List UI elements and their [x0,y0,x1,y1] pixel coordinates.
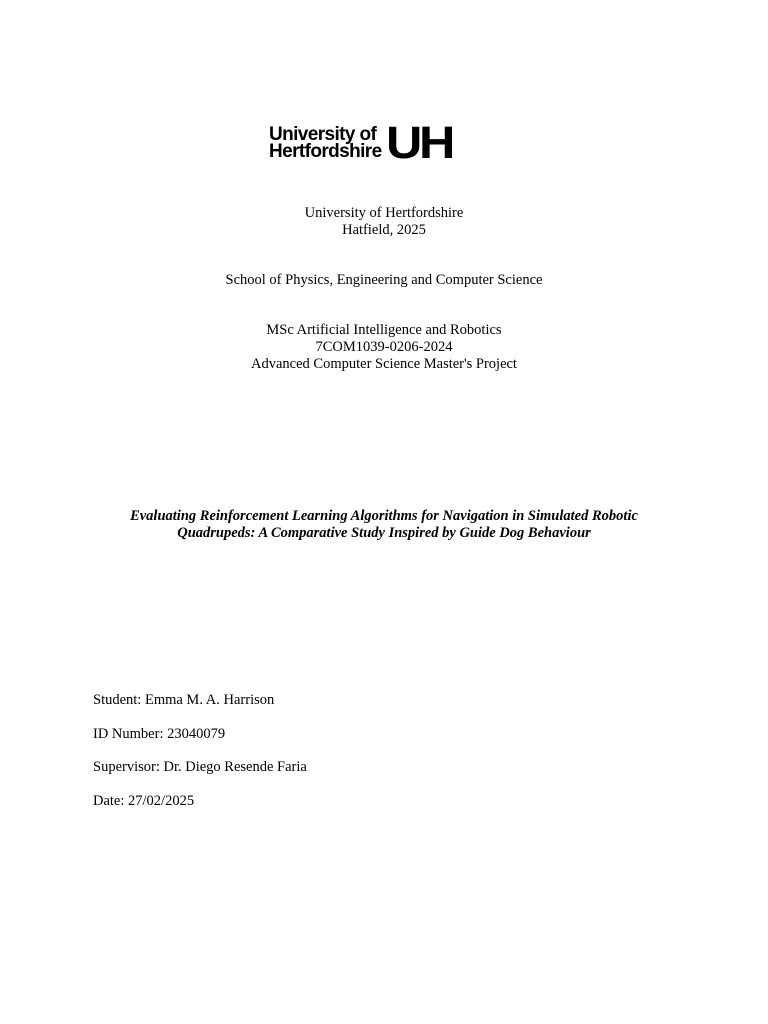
project-title-line-1: Evaluating Reinforcement Learning Algorithms for Navigation in Simulated Robotic [130,508,638,524]
institution-name: University of Hertfordshire [304,205,464,221]
project-title-line-2: Quadrupeds: A Comparative Study Inspired by Guide Dog Behaviour [177,525,591,541]
programme-name: MSc Artificial Intelligence and Robotics [266,322,502,338]
logo-line-2: Hertfordshire [269,141,382,162]
university-logo [269,117,452,168]
student-details [93,692,307,826]
logo-uh-mark: UH [385,117,452,168]
project-title [0,508,768,542]
school-block [0,272,768,289]
institution-block [0,205,768,239]
supervisor-name: Supervisor: Dr. Diego Resende Faria [93,759,307,775]
student-name: Student: Emma M. A. Harrison [93,692,275,708]
course-block [0,322,768,373]
submission-date: Date: 27/02/2025 [93,792,195,809]
module-name: Advanced Computer Science Master's Project [251,356,517,372]
logo-wordmark [269,126,382,160]
logo-line-1: University of [269,124,377,145]
institution-place-year: Hatfield, 2025 [342,222,426,238]
school-name: School of Physics, Engineering and Computer Science [225,272,543,288]
module-code: 7COM1039-0206-2024 [315,339,453,355]
student-id: ID Number: 23040079 [93,725,226,742]
